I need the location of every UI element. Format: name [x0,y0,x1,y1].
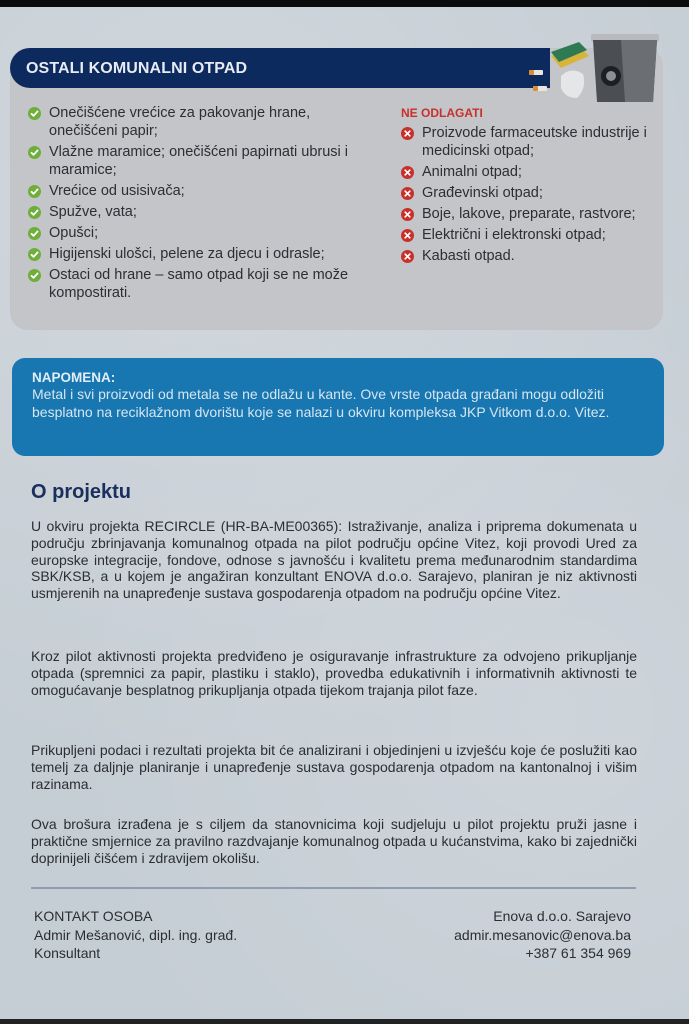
about-paragraph: Kroz pilot aktivnosti projekta predviđeno je osiguravanje infrastrukture za odvojeno prikupljanje otpada (spremnici za papir, plastiku i staklo), provedba edukativnih i informativnih aktivnosti te omogućavanje besplatnog prikupljanja otpada tijekom trajanja pilot faze. [31,648,637,698]
contact-company [454,907,631,963]
note-text: Metal i svi proizvodi od metala se ne odlažu u kante. Ove vrste otpada građani mogu odložiti besplatno na reciklažnom dvorištu koje se nalazi u okviru kompleksa JKP Vitkom d.o.o. Vitez. [32,386,610,420]
allowed-item [28,104,378,140]
contact-name: Admir Mešanović, dipl. ing. građ. [34,926,238,943]
bottom-bar [0,1019,689,1024]
allowed-item [28,182,378,200]
waste-items-illustration [525,26,665,104]
divider [31,887,636,889]
top-bar [0,0,689,7]
check-circle-icon [28,107,41,120]
not-allowed-item [401,163,671,181]
note-title: NAPOMENA: [32,370,116,385]
item-text: Opušci; [49,225,99,241]
check-circle-icon [28,185,41,198]
allowed-list [28,104,378,305]
company-name: Enova d.o.o. Sarajevo [493,908,631,924]
contact-phone[interactable]: +387 61 354 969 [525,945,631,961]
about-paragraph: Ova brošura izrađena je s ciljem da stanovnicima koji sudjeluju u pilot projektu pruži jasne i praktične smjernice za pravilno razdvajanje komunalnog otpada u kućanstvima, kako bi zajednički doprinijeli čišćem i zdravijem okolišu. [31,816,637,866]
item-text: Proizvode farmaceutske industrije i medicinski otpad; [422,125,647,159]
x-circle-icon [401,127,414,140]
section-title: O projektu [31,481,132,503]
card-title: OSTALI KOMUNALNI OTPAD [26,60,248,77]
allowed-item [28,245,378,263]
sponge-icon [551,42,589,68]
not-allowed-item [401,184,671,202]
allowed-item [28,224,378,242]
check-circle-icon [28,269,41,282]
about-paragraph: U okviru projekta RECIRCLE (HR-BA-ME00365): Istraživanje, analiza i priprema dokumenata u području zbrinjavanja komunalnog otpada na pilot području općine Vitez, koji provodi Ured za europske integracije, fondove, odnose s javnošću i kvalitetu prema međunarodnim standardima SBK/KSB, a u kojem je angažiran konzultant ENOVA d.o.o. Sarajevo, planiran je niz aktivnosti usmjerenih na unapređenje sustava gospodarenja otpadom na području općine Vitez. [31,518,637,602]
vacuum-bag-icon [591,34,659,102]
item-text: Spužve, vata; [49,204,137,220]
x-circle-icon [401,229,414,242]
check-circle-icon [28,206,41,219]
not-allowed-list [401,106,671,268]
item-text: Onečišćene vrećice za pakovanje hrane, onečišćeni papir; [49,105,311,139]
not-allowed-item [401,205,671,223]
not-allowed-item [401,124,671,160]
not-allowed-item [401,247,671,265]
item-text: Građevinski otpad; [422,185,543,201]
about-paragraph: Prikupljeni podaci i rezultati projekta bit će analizirani i objedinjeni u izvješću koje će poslužiti kao temelj za daljnje planiranje i unapređenje sustava gospodarenja otpadom na kantonalnoj i višim razinama. [31,742,637,792]
check-circle-icon [28,146,41,159]
not-allowed-item [401,226,671,244]
item-text: Vlažne maramice; onečišćeni papirnati ubrusi i maramice; [49,144,349,178]
item-text: Animalni otpad; [422,164,522,180]
allowed-item [28,143,378,179]
contact-role: Konsultant [34,945,101,961]
cigarette-butt-icon [529,70,547,91]
x-circle-icon [401,250,414,263]
x-circle-icon [401,187,414,200]
item-text: Vrećice od usisivača; [49,183,185,199]
contact-email[interactable]: admir.mesanovic@enova.ba [454,926,631,943]
x-circle-icon [401,166,414,179]
allowed-item [28,266,378,302]
tissue-icon [561,70,584,98]
not-allowed-title: NE ODLAGATI [401,106,483,120]
item-text: Higijenski ulošci, pelene za djecu i odrasle; [49,246,325,262]
item-text: Ostaci od hrane – samo otpad koji se ne može kompostirati. [49,267,349,301]
check-circle-icon [28,248,41,261]
allowed-item [28,203,378,221]
x-circle-icon [401,208,414,221]
note-box [12,358,664,456]
item-text: Kabasti otpad. [422,248,515,264]
item-text: Boje, lakove, preparate, rastvore; [422,206,636,222]
contact-person [34,907,237,963]
item-text: Električni i elektronski otpad; [422,227,606,243]
check-circle-icon [28,227,41,240]
contact-label: KONTAKT OSOBA [34,908,153,924]
